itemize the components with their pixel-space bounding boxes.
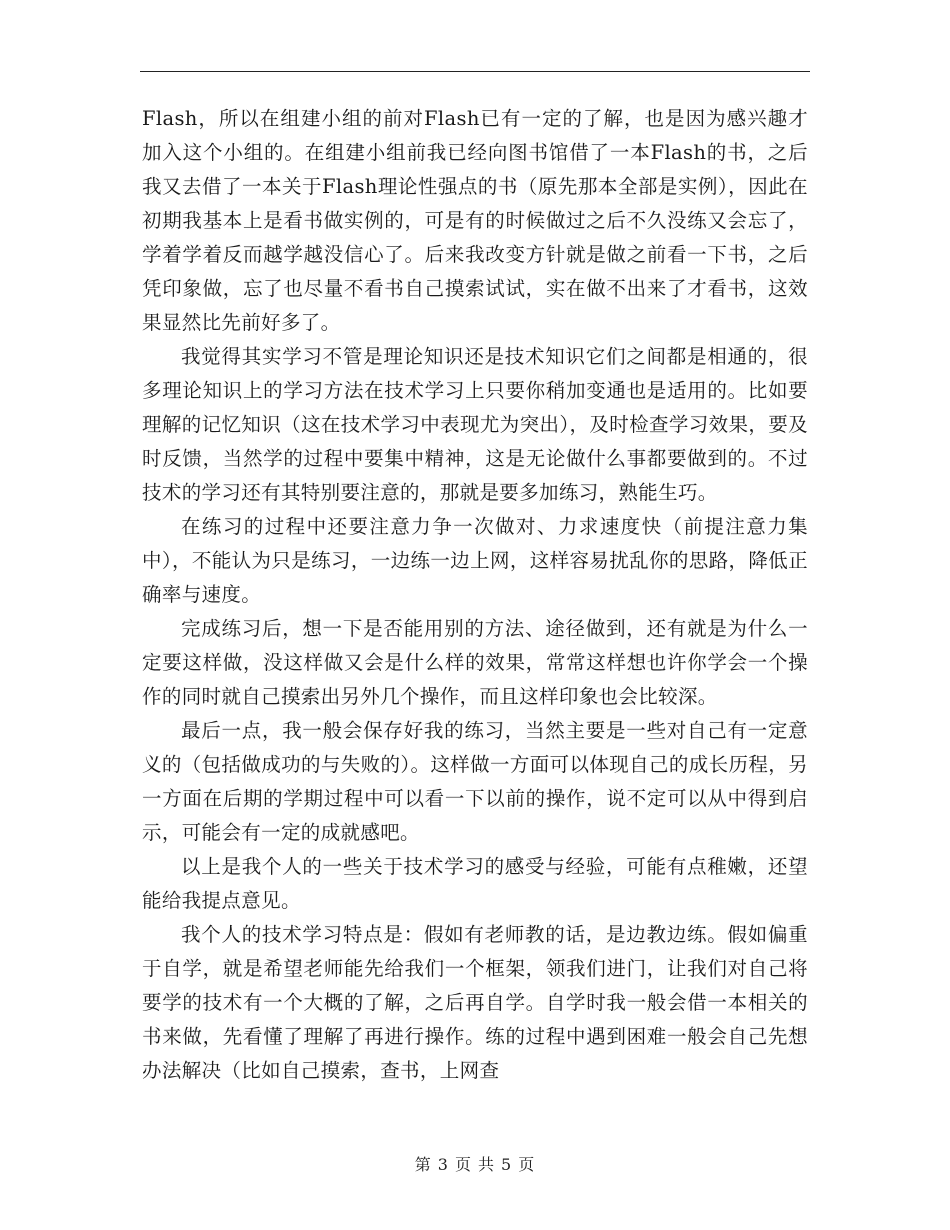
paragraph-1: Flash，所以在组建小组的前对Flash已有一定的了解，也是因为感兴趣才加入这个小组的。在组建小组前我已经向图书馆借了一本Flash的书，之后我又去借了一本关于Flash理论性强点的书（原先那本全部是实例），因此在初期我基本上是看书做实例的，可是有的时候做过之后不久没练又会忘了，学着学着反而越学越没信心了。后来我改变方针就是做之前看一下书，之后凭印象做，忘了也尽量不看书自己摸索试试，实在做不出来了才看书，这效果显然比先前好多了。 [142, 107, 808, 334]
paragraph-6: 以上是我个人的一些关于技术学习的感受与经验，可能有点稚嫩，还望能给我提点意见。 [142, 855, 808, 912]
document-body [142, 102, 808, 1088]
footer-total-word: 共 [478, 1155, 496, 1174]
footer-page-word: 页 [454, 1155, 472, 1174]
footer-suffix: 页 [518, 1155, 536, 1174]
page-footer [0, 1152, 950, 1175]
footer-prefix: 第 [414, 1155, 432, 1174]
paragraph-7: 我个人的技术学习特点是：假如有老师教的话，是边教边练。假如偏重于自学，就是希望老师能先给我们一个框架，领我们进门，让我们对自己将要学的技术有一个大概的了解，之后再自学。自学时我一般会借一本相关的书来做，先看懂了理解了再进行操作。练的过程中遇到困难一般会自己先想办法解决（比如自己摸索，查书，上网查 [142, 923, 808, 1082]
header-rule [140, 71, 810, 72]
footer-current-page: 3 [437, 1155, 449, 1174]
footer-total-pages: 5 [501, 1155, 513, 1174]
paragraph-2: 我觉得其实学习不管是理论知识还是技术知识它们之间都是相通的，很多理论知识上的学习方法在技术学习上只要你稍加变通也是适用的。比如要理解的记忆知识（这在技术学习中表现尤为突出），及时检查学习效果，要及时反馈，当然学的过程中要集中精神，这是无论做什么事都要做到的。不过技术的学习还有其特别要注意的，那就是要多加练习，熟能生巧。 [142, 345, 808, 504]
paragraph-4: 完成练习后，想一下是否能用别的方法、途径做到，还有就是为什么一定要这样做，没这样做又会是什么样的效果，常常这样想也许你学会一个操作的同时就自己摸索出另外几个操作，而且这样印象也会比较深。 [142, 617, 808, 708]
paragraph-5: 最后一点，我一般会保存好我的练习，当然主要是一些对自己有一定意义的（包括做成功的与失败的）。这样做一方面可以体现自己的成长历程，另一方面在后期的学期过程中可以看一下以前的操作，说不定可以从中得到启示，可能会有一定的成就感吧。 [142, 719, 808, 844]
paragraph-3: 在练习的过程中还要注意力争一次做对、力求速度快（前提注意力集中），不能认为只是练习，一边练一边上网，这样容易扰乱你的思路，降低正确率与速度。 [142, 515, 808, 606]
